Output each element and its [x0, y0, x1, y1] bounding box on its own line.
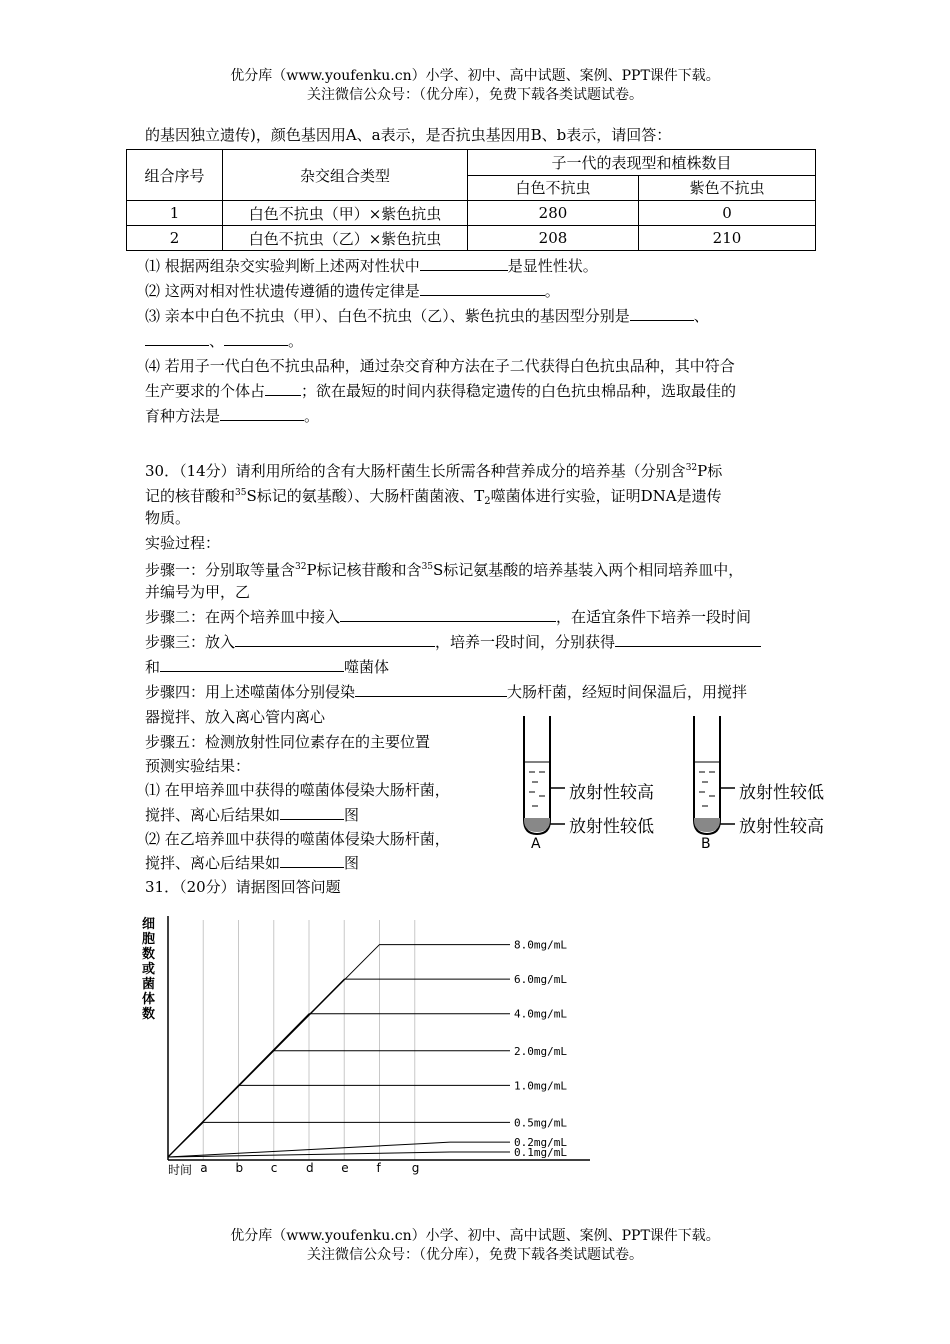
step-text: 步骤二：在两个培养皿中接入	[145, 608, 341, 626]
q30-text: 噬菌体进行实验，证明DNA是遗传	[490, 487, 722, 505]
answer-blank[interactable]	[630, 306, 694, 321]
step-text: ，在适宜条件下培养一段时间	[556, 608, 752, 626]
x-tick-label: e	[341, 1161, 349, 1175]
x-tick-label: c	[270, 1161, 278, 1175]
th-white-nonresistant: 白色不抗虫	[468, 175, 639, 201]
answer-blank[interactable]	[420, 281, 545, 296]
q29-sub4-line2	[145, 381, 736, 401]
cell-cross: 白色不抗虫（乙）×紫色抗虫	[223, 226, 468, 251]
q29-sub1-text: ⑴ 根据两组杂交实验判断上述两对性状中	[145, 257, 420, 275]
series-label: 2.0mg/mL	[514, 1044, 567, 1058]
q30-predict2-cont	[145, 853, 359, 873]
series-label: 6.0mg/mL	[514, 973, 567, 987]
th-offspring: 子一代的表现型和植株数目	[468, 150, 816, 176]
q29-sub4-text-2: ；欲在最短的时间内获得稳定遗传的白色抗虫棉品种，选取最佳的	[301, 382, 737, 400]
q30-step1-cont: 并编号为甲，乙	[145, 583, 251, 601]
answer-blank[interactable]	[355, 682, 507, 697]
tube-a-top-label: 放射性较高	[569, 783, 654, 803]
th-group-no: 组合序号	[127, 150, 223, 201]
q29-intro: 的基因独立遗传)，颜色基因用A、a表示，是否抗虫基因用B、b表示，请回答：	[145, 126, 672, 144]
y-axis-label: 细胞数或菌体数	[142, 917, 156, 1022]
series-label: 0.5mg/mL	[514, 1116, 567, 1130]
series-label: 0.1mg/mL	[514, 1146, 567, 1160]
isotope-superscript: 32	[685, 463, 698, 473]
q29-sub2	[145, 281, 560, 301]
q29-sub3	[145, 306, 709, 326]
phage-subscript: 2	[484, 496, 491, 507]
table-row	[127, 226, 816, 251]
tube-b-label: B	[701, 836, 711, 852]
q29-sub4-end: 。	[304, 407, 320, 425]
q29-sub3-sep2: 、	[209, 332, 225, 350]
isotope-superscript: 35	[235, 488, 247, 498]
header-line-1: 优分库（www.youfenku.cn）小学、初中、高中试题、案例、PPT课件下载。	[230, 68, 720, 84]
predict-text: 搅拌、离心后结果如	[145, 806, 281, 824]
isotope-superscript: 35	[421, 562, 434, 572]
q29-sub2-text-end: 。	[544, 282, 560, 300]
step-text: 和	[145, 658, 161, 676]
q29-sub4-text: 生产要求的个体占	[145, 382, 266, 400]
tube-a-label: A	[531, 836, 541, 852]
step-text: 噬菌体	[344, 658, 390, 676]
answer-blank[interactable]	[615, 632, 761, 647]
x-axis-label: 时间	[168, 1163, 193, 1177]
answer-blank[interactable]	[235, 632, 435, 647]
step-text: S标记氨基酸的培养基装入两个相同培养皿中，	[433, 561, 744, 579]
footer-line-2: 关注微信公众号：（优分库），免费下载各类试题试卷。	[307, 1247, 643, 1263]
step-text: 步骤三：放入	[145, 633, 236, 651]
q29-sub4-text-3: 育种方法是	[145, 407, 221, 425]
q30-text: S标记的氨基酸）、大肠杆菌菌液、T	[246, 487, 485, 505]
series-label: 4.0mg/mL	[514, 1007, 567, 1021]
q29-sub2-text: ⑵ 这两对相对性状遗传遵循的遗传定律是	[145, 282, 420, 300]
q30-predict2: ⑵ 在乙培养皿中获得的噬菌体侵染大肠杆菌，	[145, 830, 450, 848]
q30-text: 记的核苷酸和	[145, 487, 236, 505]
q30-line3: 物质。	[145, 509, 191, 527]
q30-step1	[145, 557, 743, 580]
q29-sub3-text: ⑶ 亲本中白色不抗虫（甲）、白色不抗虫（乙）、紫色抗虫的基因型分别是	[145, 307, 630, 325]
q29-sub3-sep: 、	[693, 307, 709, 325]
answer-blank[interactable]	[340, 607, 556, 622]
step-text: 大肠杆菌，经短时间保温后，用搅拌	[507, 683, 748, 701]
answer-blank[interactable]	[224, 331, 288, 346]
q29-sub3-cont	[145, 331, 303, 351]
q30-line2	[145, 483, 722, 512]
cell-no: 2	[127, 226, 223, 251]
q30-predict1: ⑴ 在甲培养皿中获得的噬菌体侵染大肠杆菌，	[145, 781, 450, 799]
q31-title: 31．（20分）请据图回答问题	[145, 878, 341, 896]
q29-sub4-line1: ⑷ 若用子一代白色不抗虫品种，通过杂交育种方法在子二代获得白色抗虫品种，其中符合	[145, 357, 735, 375]
x-tick-label: a	[200, 1161, 208, 1175]
q30-process-title: 实验过程：	[145, 534, 221, 552]
q30-step2	[145, 607, 751, 627]
q30-text: 30．（14分）请利用所给的含有大肠杆菌生长所需各种营养成分的培养基（分别含	[145, 462, 686, 480]
table-row	[127, 201, 816, 226]
predict-text: 图	[344, 806, 360, 824]
x-tick-label: b	[235, 1161, 244, 1175]
answer-blank[interactable]	[280, 805, 344, 820]
answer-blank[interactable]	[265, 381, 301, 396]
series-label: 1.0mg/mL	[514, 1079, 567, 1093]
x-tick-label: g	[411, 1161, 420, 1175]
answer-blank[interactable]	[145, 331, 209, 346]
header-line-2: 关注微信公众号：（优分库），免费下载各类试题试卷。	[307, 87, 643, 103]
series-label: 0.2mg/mL	[514, 1136, 567, 1150]
series-label: 8.0mg/mL	[514, 938, 567, 952]
cell-no: 1	[127, 201, 223, 226]
growth-chart	[138, 900, 598, 1180]
q30-predict-title: 预测实验结果：	[145, 757, 251, 775]
centrifuge-tubes-figure	[515, 712, 845, 852]
answer-blank[interactable]	[280, 853, 344, 868]
x-tick-label: d	[306, 1161, 314, 1175]
q30-line1	[145, 458, 722, 481]
tube-b-bottom-label: 放射性较高	[739, 817, 824, 837]
cell-white: 208	[468, 226, 639, 251]
step-text: P标记核苷酸和含	[306, 561, 422, 579]
th-cross-type: 杂交组合类型	[223, 150, 468, 201]
x-tick-label: f	[376, 1161, 381, 1175]
th-purple-nonresistant: 紫色不抗虫	[639, 175, 816, 201]
cell-purple: 0	[639, 201, 816, 226]
q30-step4-cont: 器搅拌、放入离心管内离心	[145, 708, 326, 726]
cell-cross: 白色不抗虫（甲）×紫色抗虫	[223, 201, 468, 226]
step-text: 步骤四：用上述噬菌体分别侵染	[145, 683, 356, 701]
isotope-superscript: 32	[295, 562, 307, 572]
tube-b-top-label: 放射性较低	[739, 783, 824, 803]
answer-blank[interactable]	[160, 657, 344, 672]
q29-sub1	[145, 256, 598, 276]
cross-table	[126, 149, 816, 251]
cell-white: 280	[468, 201, 639, 226]
q29-sub3-end: 。	[288, 332, 304, 350]
cell-purple: 210	[639, 226, 816, 251]
step-text: ，培养一段时间，分别获得	[435, 633, 616, 651]
footer-line-1: 优分库（www.youfenku.cn）小学、初中、高中试题、案例、PPT课件下载。	[230, 1228, 720, 1244]
q30-step5: 步骤五：检测放射性同位素存在的主要位置	[145, 733, 431, 751]
predict-text: 搅拌、离心后结果如	[145, 854, 281, 872]
q30-predict1-cont	[145, 805, 359, 825]
tube-a-bottom-label: 放射性较低	[569, 817, 654, 837]
tube-a	[524, 716, 565, 834]
q30-step3-cont	[145, 657, 389, 677]
q30-text: P标	[697, 462, 723, 480]
q30-step4	[145, 682, 747, 702]
answer-blank[interactable]	[220, 406, 304, 421]
q30-step3	[145, 632, 761, 652]
predict-text: 图	[344, 854, 360, 872]
q29-sub4-line3	[145, 406, 319, 426]
q29-sub1-text-end: 是显性性状。	[507, 257, 598, 275]
tube-b	[694, 716, 735, 834]
answer-blank[interactable]	[420, 256, 508, 271]
step-text: 步骤一：分别取等量含	[145, 561, 296, 579]
